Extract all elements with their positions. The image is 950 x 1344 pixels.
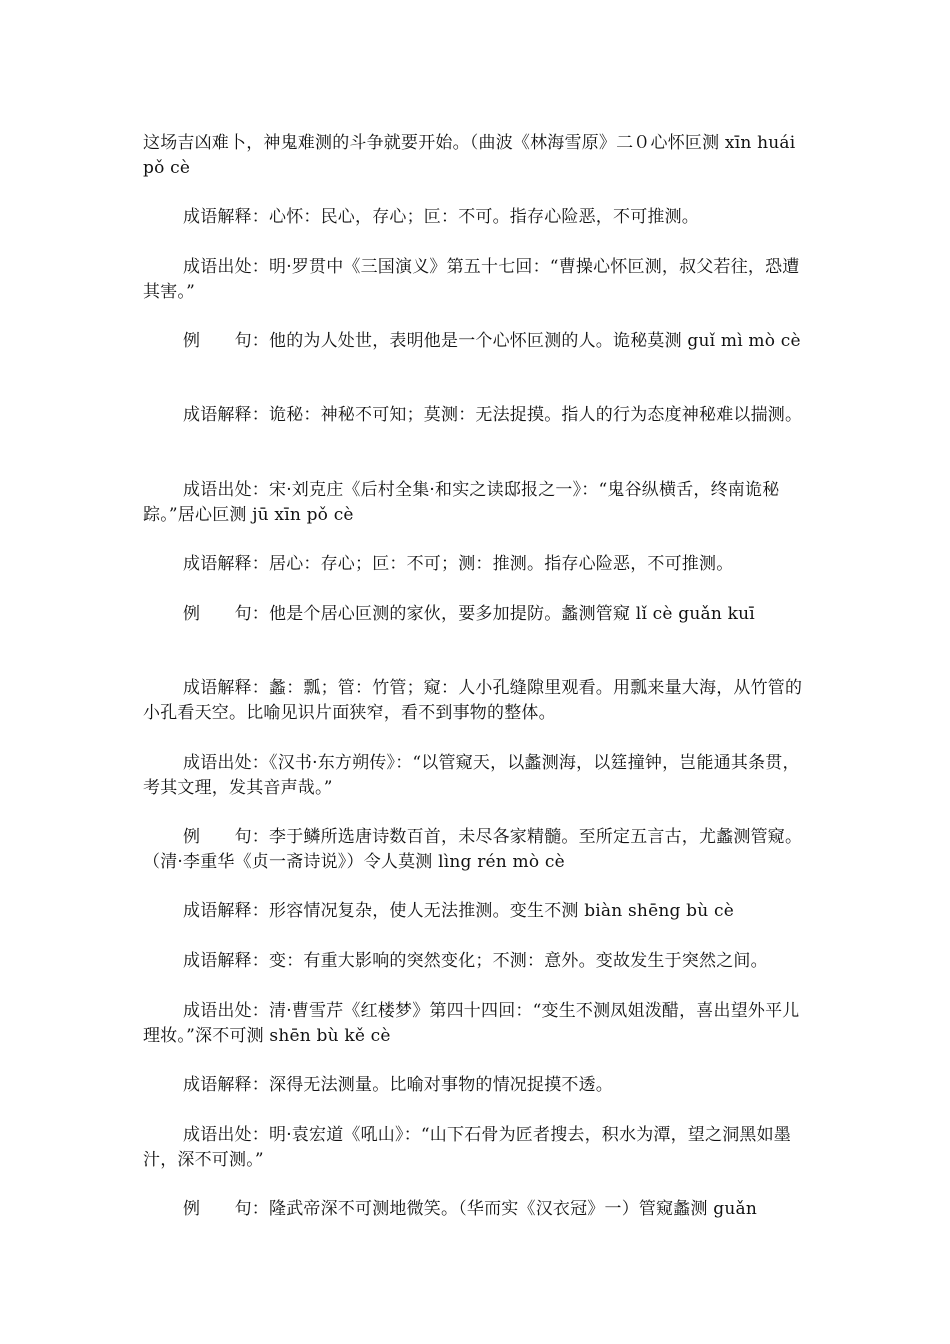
paragraph-11: 例 句：李于鳞所选唐诗数百首，未尽各家精髓。至所定五言古，尤蠡测管窥。（清·李重华《贞一斋诗说》）令人莫测 lìng rén mò cè	[143, 827, 803, 872]
paragraph-5: 成语解释：诡秘：神秘不可知；莫测：无法捉摸。指人的行为态度神秘难以揣测。	[183, 405, 803, 425]
paragraph-10: 成语出处：《汉书·东方朔传》：“以管窥天，以蠡测海，以筳撞钟，岂能通其条贯，考其文理，发其音声哉。”	[143, 753, 800, 798]
paragraph-3: 成语出处：明·罗贯中《三国演义》第五十七回：“曹操心怀叵测，叔父若往，恐遭其害。”	[143, 257, 800, 302]
paragraph-1: 这场吉凶难卜，神鬼难测的斗争就要开始。（曲波《林海雪原》二０心怀叵测 xīn huái pǒ cè	[143, 133, 796, 178]
paragraph-4: 例 句：他的为人处世，表明他是一个心怀叵测的人。诡秘莫测 guǐ mì mò cè	[183, 331, 801, 351]
paragraph-7: 成语解释：居心：存心；叵：不可；测：推测。指存心险恶，不可推测。	[183, 554, 734, 574]
paragraph-16: 成语出处：明·袁宏道《吼山》：“山下石骨为匠者搜去，积水为潭，望之洞黑如墨汁，深不可测。”	[143, 1125, 791, 1170]
paragraph-9: 成语解释：蠡：瓢；管：竹管；窥：人小孔缝隙里观看。用瓢来量大海，从竹管的小孔看天空。比喻见识片面狭窄，看不到事物的整体。	[143, 678, 803, 723]
paragraph-12: 成语解释：形容情况复杂，使人无法推测。变生不测 biàn shēng bù cè	[183, 901, 734, 921]
paragraph-8: 例 句：他是个居心叵测的家伙，要多加提防。蠡测管窥 lǐ cè guǎn kuī	[183, 604, 755, 624]
paragraph-6: 成语出处：宋·刘克庄《后村全集·和实之读邸报之一》：“鬼谷纵横舌，终南诡秘踪。”居心叵测 jū xīn pǒ cè	[143, 480, 780, 525]
paragraph-17: 例 句：隆武帝深不可测地微笑。（华而实《汉衣冠》一）管窥蠡测 guǎn	[183, 1199, 758, 1219]
paragraph-2: 成语解释：心怀：民心，存心；叵：不可。指存心险恶，不可推测。	[183, 207, 699, 227]
paragraph-13: 成语解释：变：有重大影响的突然变化；不测：意外。变故发生于突然之间。	[183, 951, 768, 971]
paragraph-15: 成语解释：深得无法测量。比喻对事物的情况捉摸不透。	[183, 1075, 613, 1095]
paragraph-14: 成语出处：清·曹雪芹《红楼梦》第四十四回：“变生不测凤姐泼醋，喜出望外平儿理妆。”深不可测 shēn bù kě cè	[143, 1001, 800, 1046]
